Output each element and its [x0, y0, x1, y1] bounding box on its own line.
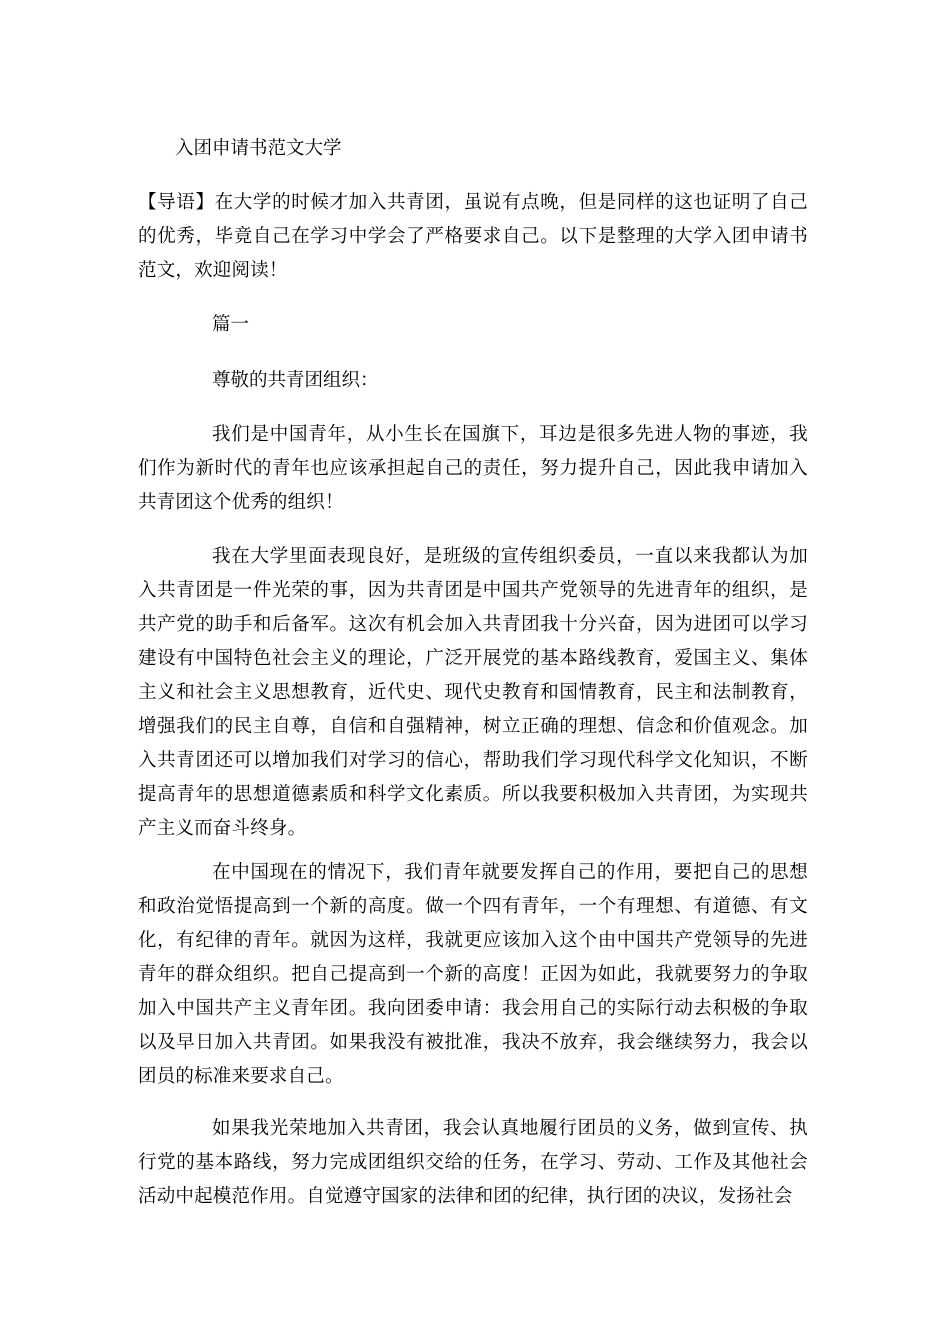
- body-paragraph-3: 在中国现在的情况下，我们青年就要发挥自己的作用，要把自己的思想和政治觉悟提高到一个新的高度。做一个四有青年，一个有理想、有道德、有文化，有纪律的青年。就因为这样，我就更应该加入这个由中国共产党领导的先进青年的群众组织。把自己提高到一个新的高度！正因为如此，我就要努力的争取加入中国共产主义青年团。我向团委申请：我会用自己的实际行动去积极的争取以及早日加入共青团。如果我没有被批准，我决不放弃，我会继续努力，我会以团员的标准来要求自己。: [138, 862, 808, 1087]
- intro-paragraph: 【导语】在大学的时候才加入共青团，虽说有点晚，但是同样的这也证明了自己的优秀，毕竟自己在学习中学会了严格要求自己。以下是整理的大学入团申请书范文，欢迎阅读！: [138, 192, 808, 281]
- document-title: 入团申请书范文大学: [175, 138, 342, 159]
- body-paragraph-4: 如果我光荣地加入共青团，我会认真地履行团员的义务，做到宣传、执行党的基本路线，努力完成团组织交给的任务，在学习、劳动、工作及其他社会活动中起模范作用。自觉遵守国家的法律和团的纪律，执行团的决议，发扬社会: [138, 1118, 808, 1207]
- body-paragraph-1: 我们是中国青年，从小生长在国旗下，耳边是很多先进人物的事迹，我们作为新时代的青年也应该承担起自己的责任，努力提升自己，因此我申请加入共青团这个优秀的组织！: [138, 424, 808, 513]
- salutation: 尊敬的共青团组织：: [212, 370, 379, 391]
- body-paragraph-2: 我在大学里面表现良好，是班级的宣传组织委员，一直以来我都认为加入共青团是一件光荣的事，因为共青团是中国共产党领导的先进青年的组织，是共产党的助手和后备军。这次有机会加入共青团我十分兴奋，因为进团可以学习建设有中国特色社会主义的理论，广泛开展党的基本路线教育，爱国主义、集体主义和社会主义思想教育，近代史、现代史教育和国情教育，民主和法制教育，增强我们的民主自尊，自信和自强精神，树立正确的理想、信念和价值观念。加入共青团还可以增加我们对学习的信心，帮助我们学习现代科学文化知识，不断提高青年的思想道德素质和科学文化素质。所以我要积极加入共青团，为实现共产主义而奋斗终身。: [138, 546, 808, 839]
- section-heading: 篇一: [212, 314, 250, 335]
